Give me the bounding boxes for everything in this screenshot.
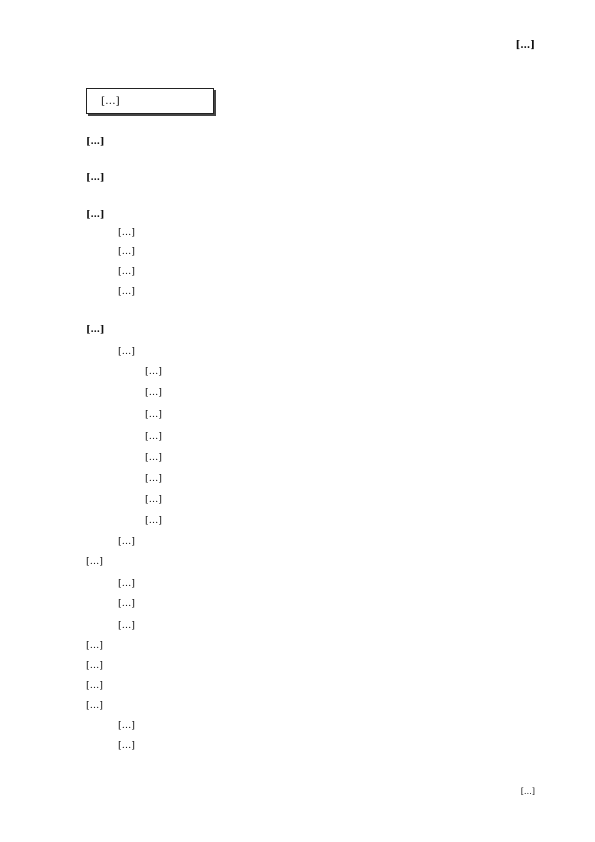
objective-item: […]	[118, 227, 135, 238]
section-1: […]	[86, 136, 105, 147]
rules-paragraph-line: […]	[86, 640, 103, 651]
section-3-heading: […]	[86, 209, 105, 220]
game-item: […]	[145, 387, 162, 398]
activity-step-1: […]	[118, 346, 135, 357]
page-footer: […]	[520, 787, 535, 796]
game-item: […]	[145, 366, 162, 377]
page-number: […]	[515, 40, 535, 51]
game-item: […]	[145, 494, 162, 505]
rules-sub-2: […]	[118, 740, 135, 751]
activity-title-box	[86, 88, 214, 114]
game-item: […]	[145, 431, 162, 442]
rules-paragraph-line: […]	[86, 660, 103, 671]
objective-item: […]	[118, 266, 135, 277]
rules-paragraph-line: […]	[86, 680, 103, 691]
section-2: […]	[86, 172, 105, 183]
activity-step-2: […]	[118, 536, 135, 547]
game-item: […]	[145, 452, 162, 463]
game-item: […]	[145, 409, 162, 420]
activity-step-2-cont: […]	[86, 556, 103, 567]
game-item: […]	[145, 473, 162, 484]
rules-paragraph-line: […]	[86, 700, 103, 711]
rules-sub-1: […]	[118, 720, 135, 731]
objective-item: […]	[118, 246, 135, 257]
rules-paragraph-line: […]	[118, 620, 135, 631]
game-item: […]	[145, 515, 162, 526]
section-4-heading: […]	[86, 324, 105, 335]
objective-item: […]	[118, 286, 135, 297]
rules-heading: […]	[118, 598, 135, 609]
howto-heading: […]	[118, 578, 135, 589]
activity-title: […]	[101, 95, 120, 107]
